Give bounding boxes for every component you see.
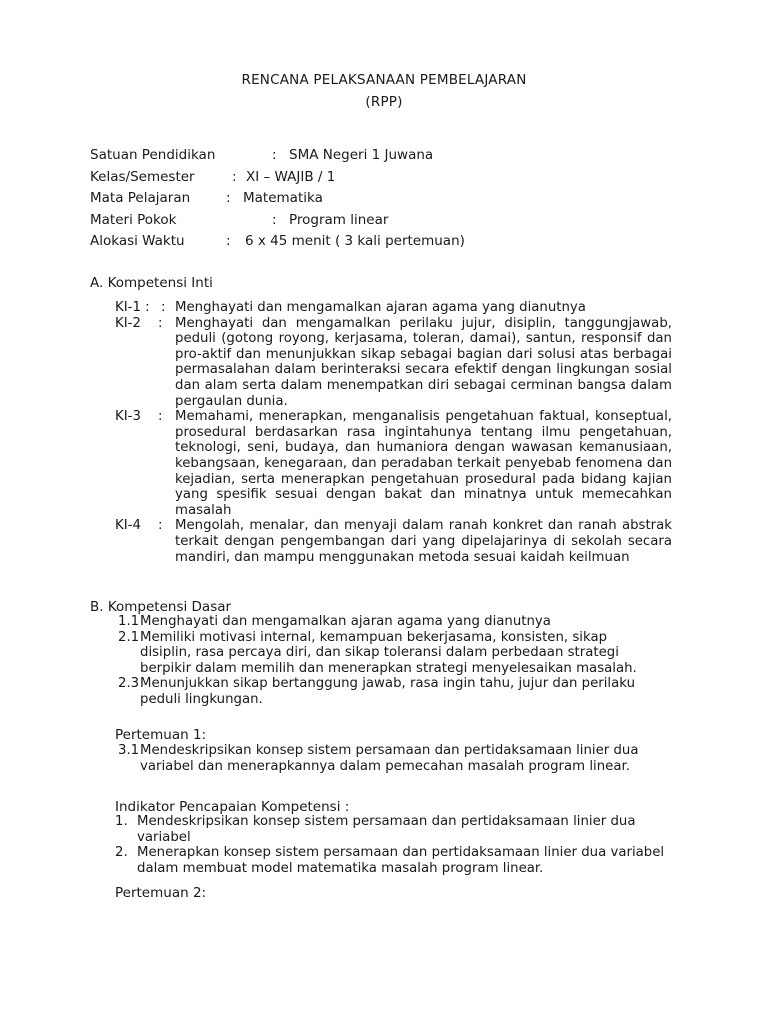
info-colon: : [226,233,231,249]
info-label: Mata Pelajaran [90,190,191,206]
pertemuan-1-list [118,743,658,774]
indikator-item [115,814,680,845]
ki-text: Menghayati dan mengamalkan ajaran agama yang dianutnya [175,300,586,315]
kd-item [118,676,658,707]
ki-list [115,300,672,565]
kd-text: Mendeskripsikan konsep sistem persamaan dan pertidaksamaan linier dua variabel dan menerapkannya dalam pemecahan masalah program linear. [140,743,639,774]
pertemuan-2-heading: Pertemuan 2: [115,885,207,901]
info-value: 6 x 45 menit ( 3 kali pertemuan) [245,233,465,249]
kd-item [118,630,658,677]
indikator-text: Menerapkan konsep sistem persamaan dan pertidaksamaan linier dua variabel dalam membuat model matematika masalah program linear. [137,845,665,876]
document-title: RENCANA PELAKSANAAN PEMBELAJARAN [241,72,527,88]
ki-code: KI-1 : [115,300,150,315]
kd-number: 2.1 [118,629,140,645]
kd-text: Menunjukkan sikap bertanggung jawab, rasa ingin tahu, jujur dan perilaku peduli lingkungan. [140,676,635,707]
ki-item [115,316,672,410]
info-label: Satuan Pendidikan [90,147,216,163]
ki-item [115,300,672,316]
section-heading-kd: B. Kompetensi Dasar [90,599,232,615]
ki-code: KI-2 [115,315,141,331]
document-subtitle: (RPP) [365,94,403,110]
info-value: Program linear [289,211,389,228]
kd-number: 3.1 [118,743,140,758]
ki-colon: : [161,300,166,315]
ki-text: Memahami, menerapkan, menganalisis pengetahuan faktual, konseptual, prosedural berdasarkan rasa ingintahunya tentang ilmu pengetahuan, teknologi, seni, budaya, dan humaniora dengan wawasan kemanusiaan, kebangsaan, kenegaraan, dan peradaban terkait penyebab fenomena dan kejadian, serta menerapkan pengetahuan prosedural pada bidang kajian yang spesifik sesuai dengan bakat dan minatnya untuk memecahkan masalah [175,409,672,518]
kd-list [118,614,658,708]
ki-item [115,518,672,565]
ki-text: Mengolah, menalar, dan menyaji dalam ranah konkret dan ranah abstrak terkait dengan pengembangan dari yang dipelajarinya di sekolah secara mandiri, dan mampu menggunakan metoda sesuai kaidah keilmuan [175,518,672,565]
indikator-item [115,845,680,876]
ki-item [115,409,672,518]
ki-colon: : [158,409,163,425]
kd-number: 2.3 [118,676,140,692]
indikator-number: 1. [115,814,128,829]
ki-code: KI-4 [115,518,141,534]
indikator-number: 2. [115,845,128,861]
info-colon: : [226,190,231,206]
pertemuan-1-heading: Pertemuan 1: [115,727,207,743]
info-label: Materi Pokok [90,211,177,228]
info-label: Kelas/Semester [90,168,195,185]
kd-text: Menghayati dan mengamalkan ajaran agama yang dianutnya [140,614,551,629]
info-colon: : [232,168,237,185]
kd-item [118,614,658,630]
ki-code: KI-3 [115,409,141,425]
section-heading-ki: A. Kompetensi Inti [90,275,213,291]
ki-colon: : [158,315,163,331]
kd-text: Memiliki motivasi internal, kemampuan bekerjasama, konsisten, sikap disiplin, rasa percaya diri, dan sikap toleransi dalam perbedaan strategi berpikir dalam memilih dan menerapkan strategi menyelesaikan masalah. [140,629,637,676]
info-colon: : [272,147,277,163]
info-label: Alokasi Waktu [90,233,185,249]
info-value: SMA Negeri 1 Juwana [289,147,434,163]
info-value: Matematika [243,190,323,206]
ki-text: Menghayati dan mengamalkan perilaku jujur, disiplin, tanggungjawab, peduli (gotong royong, kerjasama, toleran, damai), santun, responsif dan pro-aktif dan menunjukkan sikap sebagai bagian dari solusi atas berbagai permasalahan dalam berinteraksi secara efektif dengan lingkungan sosial dan alam serta dalam menempatkan diri sebagai cerminan bangsa dalam pergaulan dunia. [175,315,672,409]
info-colon: : [272,211,277,228]
indikator-text: Mendeskripsikan konsep sistem persamaan dan pertidaksamaan linier dua variabel [137,814,636,845]
indikator-list [115,814,680,876]
kd-number: 1.1 [118,614,140,629]
ki-colon: : [158,518,163,534]
indikator-heading: Indikator Pencapaian Kompetensi : [115,799,350,815]
kd-item [118,743,658,774]
info-value: XI – WAJIB / 1 [246,168,336,185]
